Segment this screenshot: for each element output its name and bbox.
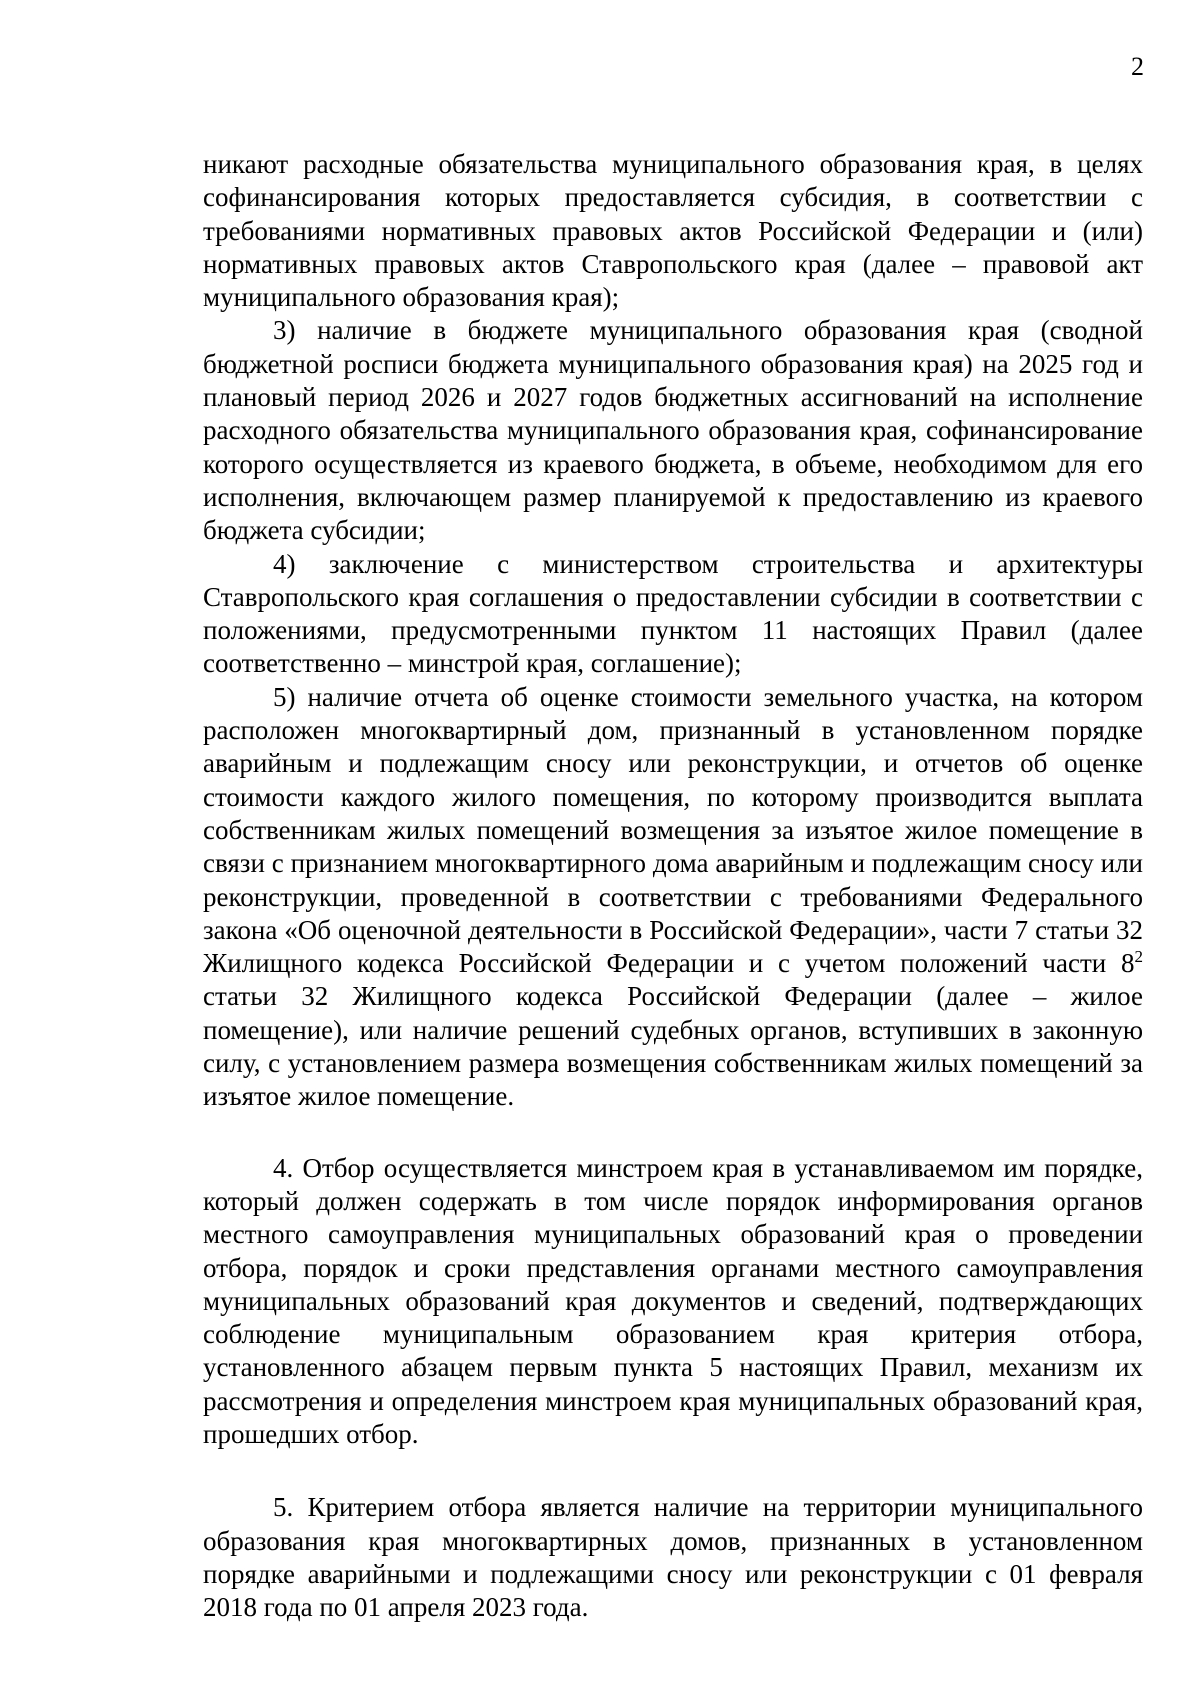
paragraph-continuation: никают расходные обязательства муниципального образования края, в целях софинансирования которых предоставляется субсидия, в соответствии с требованиями нормативных правовых актов Российской Федерации и (или) нормативных правовых актов Ставропольского края (далее – правовой акт муниципального образования края); bbox=[203, 149, 1143, 313]
paragraph-item-3: 3) наличие в бюджете муниципального образования края (сводной бюджетной росписи бюджета муниципального образования края) на 2025 год и плановый период 2026 и 2027 годов бюджетных ассигнований на исполнение расходного обязательства муниципального образования края, софинансирование которого осуществляется из краевого бюджета, в объеме, необходимом для его исполнения, включающем размер планируемой к предоставлению из краевого бюджета субсидии; bbox=[203, 315, 1143, 546]
superscript-number: 2 bbox=[1134, 947, 1143, 967]
page-number: 2 bbox=[1131, 52, 1144, 81]
paragraph-section-4: 4. Отбор осуществляется минстроем края в устанавливаемом им порядке, который должен содержать в том числе порядок информирования органов местного самоуправления муниципальных образований края о проведении отбора, порядок и сроки представления органами местного самоуправления муниципальных образований края документов и сведений, подтверждающих соблюдение муниципальным образованием края критерия отбора, установленного абзацем первым пункта 5 настоящих Правил, механизм их рассмотрения и определения минстроем края муниципальных образований края, прошедших отбор. bbox=[203, 1152, 1143, 1449]
paragraph-section-5: 5. Критерием отбора является наличие на территории муниципального образования края многоквартирных домов, признанных в установленном порядке аварийными и подлежащими сносу или реконструкции с 01 февраля 2018 года по 01 апреля 2023 года. bbox=[203, 1492, 1143, 1623]
paragraph-item-4: 4) заключение с министерством строительства и архитектуры Ставропольского края соглашения о предоставлении субсидии в соответствии с положениями, предусмотренными пунктом 11 настоящих Правил (далее соответственно – минстрой края, соглашение); bbox=[203, 548, 1143, 679]
paragraph-item-5 bbox=[203, 681, 1143, 1114]
paragraph-item-5-text-b: статьи 32 Жилищного кодекса Российской Федерации (далее – жилое помещение), или наличие решений судебных органов, вступивших в законную силу, с установлением размера возмещения собственникам жилых помещений за изъятое жилое помещение. bbox=[203, 981, 1143, 1112]
document-body bbox=[203, 148, 1143, 1624]
paragraph-item-5-text-a: 5) наличие отчета об оценке стоимости земельного участка, на котором расположен многоквартирный дом, признанный в установленном порядке аварийным и подлежащим сносу или реконструкции, и отчетов об оценке стоимости каждого жилого помещения, по которому производится выплата собственникам жилых помещений возмещения за изъятое жилое помещение в связи с признанием многоквартирного дома аварийным и подлежащим сносу или реконструкции, проведенной в соответствии с требованиями Федерального закона «Об оценочной деятельности в Российской Федерации», части 7 статьи 32 Жилищного кодекса Российской Федерации и с учетом положений части 8 bbox=[203, 681, 1143, 979]
